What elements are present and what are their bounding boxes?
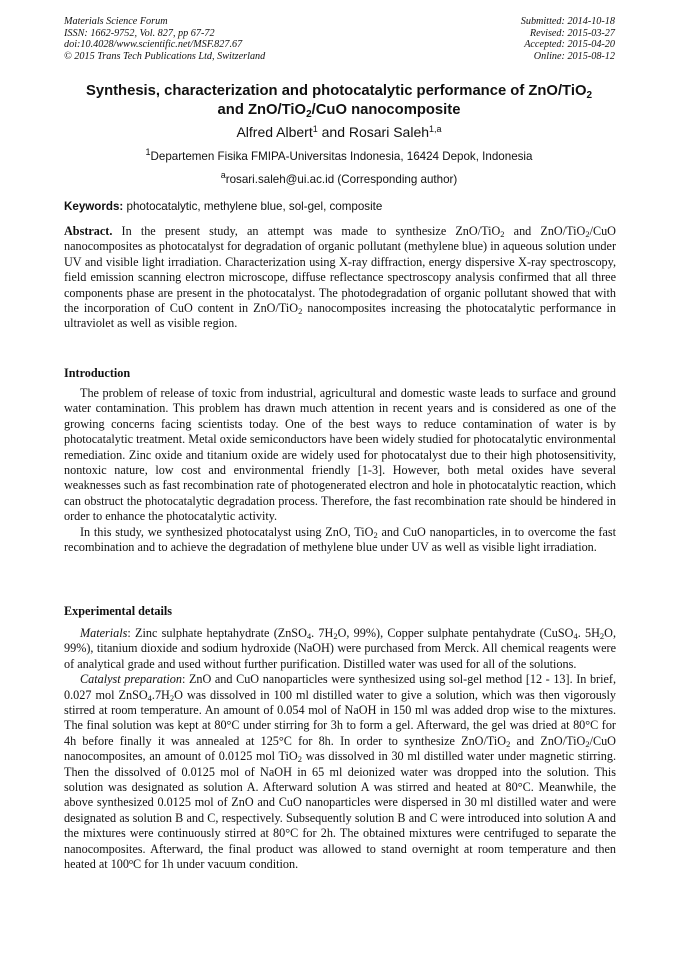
accepted-date: Accepted: 2015-04-20 xyxy=(524,39,615,51)
paragraph-materials: Materials: Zinc sulphate heptahydrate (ZnSO$_4$. $7H_2O$, 99%), Copper sulphate pentahydrate (CuSO$_4$. $5H_2O$, 99%), titanium dioxide and sodium hydroxide (NaOH) were purchased from Merck. All chemical reagents were of analytical grade and used without further purification. Distilled water was used for all of the solutions. xyxy=(64,626,616,671)
online-date: Online: 2015-08-12 xyxy=(533,50,615,62)
authors: Alfred Albert$^1$ and Rosari Saleh$^{1,a}$ xyxy=(236,124,442,140)
submitted-date: Submitted: 2014-10-18 xyxy=(520,16,615,27)
paragraph: The problem of release of toxic from industrial, agricultural and domestic waste leads to surface and ground water contamination. This problem has drawn much attention in recent years and is considered as one of the growing concerns facing scientists today. One of the best ways to reduce contamination of water is by photocatalytic treatment. Metal oxide semiconductors have been widely studied for photocatalytic environmental remediation. Zinc oxide and titanium oxide are widely used for photocatalyst due to their high photosensitivity, nontoxic nature, low cost and environmental friendly [1-3]. However, both metal oxides have several weaknesses such as fast recombination rate of photogenerated electron and hole in photocatalytic reaction, which can obstruct the photocatalytic degradation process. Therefore, the fast recombination rate should be hindered in order to enhance the photocatalytic activity. xyxy=(64,386,616,524)
author-1: Alfred Albert xyxy=(236,124,313,140)
journal-name: Materials Science Forum xyxy=(64,16,168,27)
paragraph-catalyst-preparation: Catalyst preparation: ZnO and CuO nanoparticles were synthesized using sol-gel method [12 - 13]. In brief, 0.027 mol $ZnSO_4.7H_2O$ was dissolved in 100 ml distilled water to give a solution, which was then vigorously stirred at room temperature. An amount of 0.054 mol of NaOH in 150 ml was added drop wise to the mixtures. The final solution was kept at 80°C under stirring for 3h to form a gel. Afterward, the gel was dried at 80°C for 4h before finally it was annealed at 125°C for 8h. In order to synthesize ZnO/TiO$_2$ and ZnO/TiO$_2$/CuO nanocomposites, an amount of 0.0125 mol TiO$_2$ was dissolved in 30 ml distilled water under magnetic stirring. Then the dissolved of 0.0125 mol of NaOH in 65 ml deionized water was dropped into the solution. This solution was designated as solution A. Afterward solution A was stirred and heated at 80°C. Meanwhile, the above synthesized 0.0125 mol of ZnO and CuO nanoparticles were dispersed in 30 ml distilled water and were designated as solution B and C, respectively. Subsequently solution B and C were introduced into solution A and the mixtures were continuously stirred at 80°C for 2h. The obtained mixtures were centrifuged to separate the nanocomposites. Afterward, the final product was allowed to stand overnight at room temperature and then heated at 100$^o$C for 1h under vacuum condition. xyxy=(64,672,617,872)
doi: doi:10.4028/www.scientific.net/MSF.827.67 xyxy=(64,39,243,51)
introduction-text xyxy=(64,386,616,555)
experimental-text xyxy=(64,626,616,873)
copyright: © 2015 Trans Tech Publications Ltd, Switzerland xyxy=(64,50,266,62)
issn: ISSN: 1662-9752, Vol. 827, pp 67-72 xyxy=(64,27,215,39)
revised-date: Revised: 2015-03-27 xyxy=(529,27,615,39)
keywords: Keywords: photocatalytic, methylene blue, sol-gel, composite xyxy=(64,200,383,213)
paragraph: In this study, we synthesized photocatalyst using ZnO, TiO$_2$ and CuO nanoparticles, in to overcome the fast recombination and to achieve the degradation of methylene blue under UV as well as visible light irradiation. xyxy=(64,524,616,555)
publication-dates xyxy=(521,16,615,62)
section-heading-experimental: Experimental details xyxy=(64,604,172,618)
journal-info xyxy=(64,16,265,62)
section-heading-introduction: Introduction xyxy=(64,366,131,380)
author-2: Rosari Saleh xyxy=(348,124,430,140)
affiliation: $^1$Departemen Fisika FMIPA-Universitas Indonesia, 16424 Depok, Indonesia xyxy=(145,147,533,163)
paper-title: Synthesis, characterization and photocatalytic performance of ZnO/TiO$_2$ and ZnO/TiO$_2$/CuO nanocomposite xyxy=(85,83,593,120)
abstract: Abstract. In the present study, an attempt was made to synthesize ZnO/TiO$_2$ and ZnO/TiO$_2$/CuO nanocomposites as photocatalyst for degradation of organic pollutant (methylene blue) in aqueous solution under UV and visible light irradiation. Characterization using X-ray diffraction, energy dispersive X-ray spectroscopy, field emission scanning electron microscope, diffuse reflectance spectroscopy analysis confirmed that all three components phase are present in the photocatalyst. The photodegradation of organic pollutant showed that with the incorporation of CuO content in ZnO/TiO$_2$ nanocomposites increasing the photocatalytic performance in ultraviolet as well as visible region. xyxy=(64,224,616,331)
corresponding-email: $^a$rosari.saleh@ui.ac.id (Corresponding author) xyxy=(220,170,458,186)
